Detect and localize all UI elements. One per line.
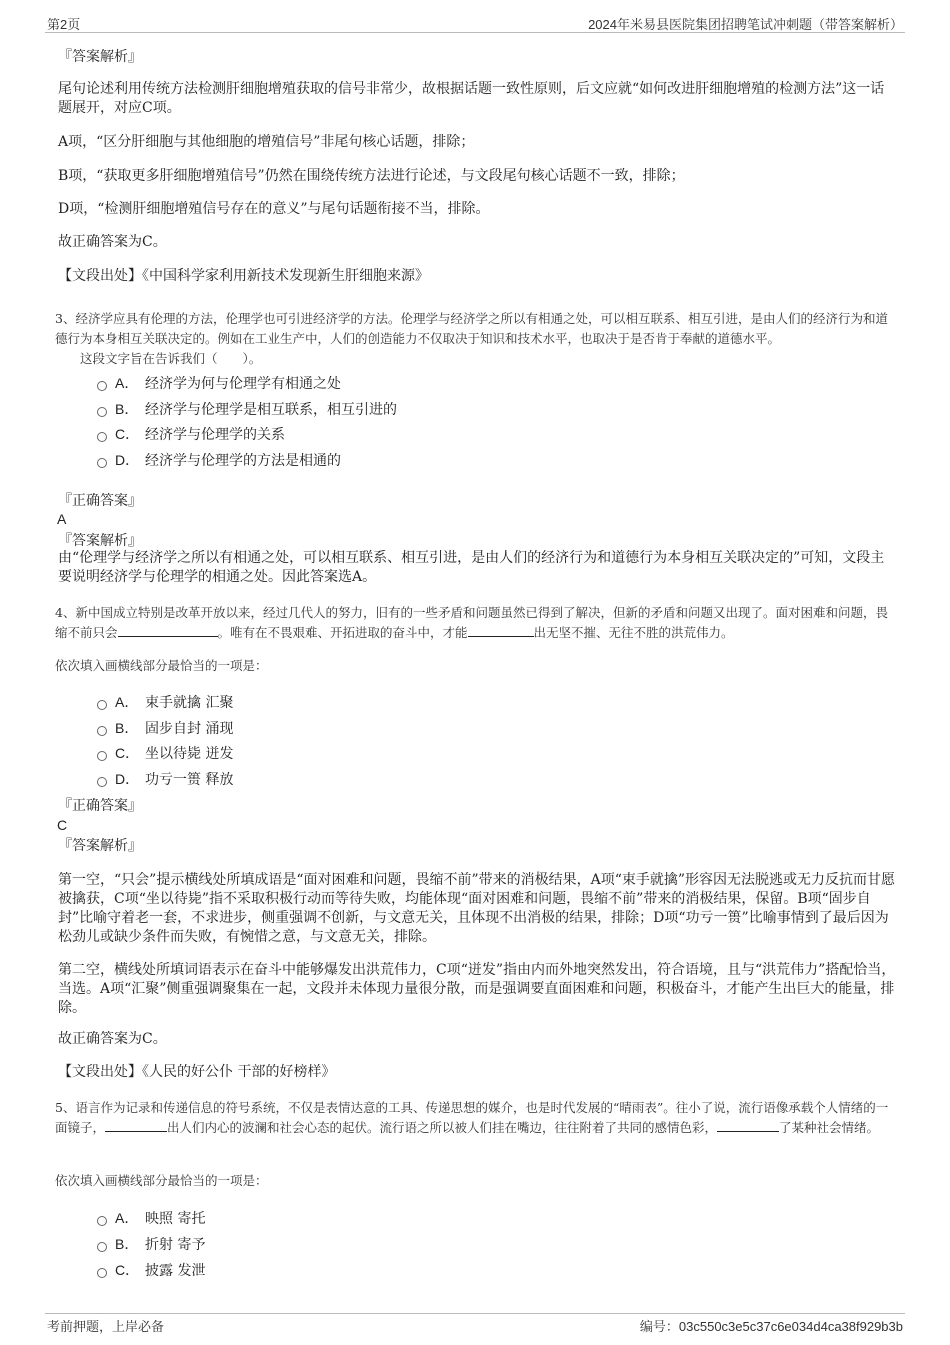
q4-option-c[interactable]: C． 坐以待毙 迸发 (97, 743, 233, 764)
radio-icon[interactable] (97, 432, 107, 442)
analysis-option-d: D项，“检测肝细胞增殖信号存在的意义”与尾句话题衔接不当，排除。 (58, 201, 490, 217)
q5-option-b[interactable]: B． 折射 寄予 (97, 1234, 205, 1255)
conclusion: 故正确答案为C。 (58, 1031, 167, 1047)
q5-option-c[interactable]: C． 披露 发泄 (97, 1260, 205, 1281)
footer-slogan: 考前押题，上岸必备 (47, 1320, 165, 1335)
conclusion: 故正确答案为C。 (58, 234, 167, 250)
q3-option-a[interactable]: A． 经济学为何与伦理学有相通之处 (97, 373, 341, 394)
radio-icon[interactable] (97, 1216, 107, 1226)
analysis-option-a: A项，“区分肝细胞与其他细胞的增殖信号”非尾句核心话题，排除； (58, 134, 475, 150)
q3-option-b[interactable]: B． 经济学与伦理学是相互联系，相互引进的 (97, 399, 397, 420)
q4-option-d[interactable]: D． 功亏一篑 释放 (97, 769, 233, 790)
analysis-paragraph: 尾句论述利用传统方法检测肝细胞增殖获取的信号非常少，故根据话题一致性原则，后文应就“如何改进肝细胞增殖的检测方法”这一话题展开，对应C项。 (58, 81, 885, 116)
question-5-stem: 5、语言作为记录和传递信息的符号系统，不仅是表情达意的工具、传递思想的媒介，也是时代发展的“晴雨表”。往小了说，流行语像承载个人情绪的一面镜子， 出人们内心的波澜和社会心态的起伏。流行语之所以被人们挂在嘴边，往往附着了共同的感情色彩， 了某种社会情绪。 (55, 1100, 889, 1135)
q3-option-d[interactable]: D． 经济学与伦理学的方法是相通的 (97, 450, 341, 471)
correct-answer: C (57, 817, 68, 833)
source-citation: 【文段出处】《人民的好公仆 干部的好榜样》 (58, 1064, 336, 1080)
question-4-ask: 依次填入画横线部分最恰当的一项是： (55, 658, 268, 673)
page-header (45, 12, 905, 33)
correct-answer-label: 『正确答案』 (58, 798, 142, 814)
q3-option-c[interactable]: C． 经济学与伦理学的关系 (97, 424, 285, 445)
radio-icon[interactable] (97, 407, 107, 417)
fill-blank[interactable] (105, 1119, 167, 1132)
question-3-stem: 3、经济学应具有伦理的方法，伦理学也可引进经济学的方法。伦理学与经济学之所以有相通之处，可以相互联系、相互引进，是由人们的经济行为和道德行为本身相互关联决定的。例如在工业生产中，人们的创造能力不仅取决于知识和技术水平，也取决于是否肯于奉献的道德水平。 (55, 311, 888, 346)
analysis-label: 『答案解析』 (58, 838, 142, 854)
q4-option-b[interactable]: B． 固步自封 涌现 (97, 718, 233, 739)
radio-icon[interactable] (97, 1242, 107, 1252)
radio-icon[interactable] (97, 1268, 107, 1278)
radio-icon[interactable] (97, 777, 107, 787)
fill-blank[interactable] (468, 624, 534, 637)
radio-icon[interactable] (97, 700, 107, 710)
q5-option-a[interactable]: A． 映照 寄托 (97, 1208, 205, 1229)
fill-blank[interactable] (717, 1119, 779, 1132)
document-id: 编号：03c550c3e5c37c6e034d4ca38f929b3b (639, 1319, 903, 1334)
analysis-label: 『答案解析』 (58, 533, 142, 549)
question-5-ask: 依次填入画横线部分最恰当的一项是： (55, 1173, 268, 1188)
correct-answer-label: 『正确答案』 (58, 493, 142, 509)
analysis-option-b: B项，“获取更多肝细胞增殖信号”仍然在围绕传统方法进行论述，与文段尾句核心话题不一致，排除； (58, 168, 685, 184)
correct-answer: A (57, 511, 67, 527)
page-footer (45, 1313, 905, 1338)
document-title: 2024年米易县医院集团招聘笔试冲刺题（带答案解析） (588, 17, 903, 32)
analysis-label: 『答案解析』 (58, 49, 142, 65)
radio-icon[interactable] (97, 458, 107, 468)
analysis-paragraph: 由“伦理学与经济学之所以有相通之处，可以相互联系、相互引进，是由人们的经济行为和道德行为本身相互关联决定的”可知，文段主要说明经济学与伦理学的相通之处。因此答案选A。 (58, 550, 885, 585)
radio-icon[interactable] (97, 726, 107, 736)
analysis-paragraph-2: 第二空，横线处所填词语表示在奋斗中能够爆发出洪荒伟力，C项“迸发”指由内而外地突然发出，符合语境，且与“洪荒伟力”搭配恰当，当选。A项“汇聚”侧重强调聚集在一起，文段并未体现力量很分散，而是强调要直面困难和问题，积极奋斗，才能产生出巨大的能量，排除。 (58, 962, 896, 1016)
question-4-stem: 4、新中国成立特别是改革开放以来，经过几代人的努力，旧有的一些矛盾和问题虽然已得到了解决，但新的矛盾和问题又出现了。面对困难和问题，畏缩不前只会 。唯有在不畏艰难、开拓进取的奋斗中，才能 出无坚不摧、无往不胜的洪荒伟力。 (55, 605, 888, 640)
radio-icon[interactable] (97, 381, 107, 391)
fill-blank[interactable] (118, 624, 218, 637)
analysis-paragraph-1: 第一空，“只会”提示横线处所填成语是“面对困难和问题，畏缩不前”带来的消极结果，A项“束手就擒”形容因无法脱逃或无力反抗而甘愿被擒获，C项“坐以待毙”指不采取积极行动而等待失败，均能体现“面对困难和问题，畏缩不前”带来的消极结果，保留。B项“固步自封”比喻守着老一套，不求进步，侧重强调不创新，与文意无关，且体现不出消极的结果，排除；D项“功亏一篑”比喻事情到了最后因为松劲儿或缺少条件而失败，有惋惜之意，与文意无关，排除。 (58, 872, 896, 945)
q4-option-a[interactable]: A． 束手就擒 汇聚 (97, 692, 233, 713)
page-number: 第2页 (47, 17, 81, 32)
question-3-ask: 这段文字旨在告诉我们（ ）。 (80, 351, 262, 366)
source-citation: 【文段出处】《中国科学家利用新技术发现新生肝细胞来源》 (58, 268, 429, 284)
radio-icon[interactable] (97, 751, 107, 761)
